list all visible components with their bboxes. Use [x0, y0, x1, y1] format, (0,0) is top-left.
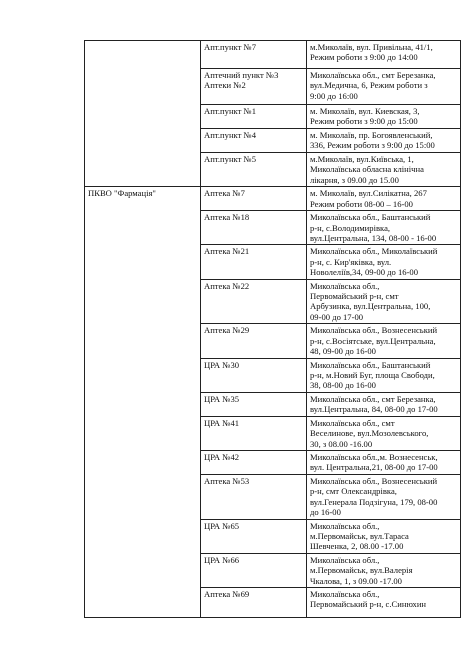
address-cell: Миколаївська обл., м.Первомайськ, вул.Тараса Шевченка, 2, 08.00 -17.00: [307, 519, 461, 553]
address-cell: Миколаївська обл., смт Березанка, вул.Медична, 6, Режим роботи з 9:00 до 16:00: [307, 69, 461, 105]
address-cell: Миколаївська обл., смт Веселинове, вул.Мозолевського, 30, з 08.00 -16.00: [307, 416, 461, 450]
unit-cell: Аптека №69: [201, 588, 307, 618]
address-cell: м. Миколаїв, вул.Силікатна, 267 Режим роботи 08-00 – 16-00: [307, 187, 461, 211]
org-cell: ПКВО "Фармація": [85, 187, 201, 618]
address-cell: Миколаївська обл., Миколаївський р-н, с. Кир'яківка, вул. Новолеліїв,34, 09-00 до 16-00: [307, 245, 461, 279]
address-cell: Миколаївська обл., Баштанський р-н, м.Новий Буг, площа Свободи, 38, 08-00 до 16-00: [307, 358, 461, 392]
unit-cell: Апт.пункт №5: [201, 153, 307, 187]
unit-cell: ЦРА №65: [201, 519, 307, 553]
unit-cell: Аптека №53: [201, 474, 307, 519]
unit-cell: Аптека №18: [201, 211, 307, 245]
table-row: [85, 41, 461, 69]
unit-cell: ЦРА №41: [201, 416, 307, 450]
address-cell: Миколаївська обл., Вознесенський р-н, с.Восіятське, вул.Центральна, 48, 09-00 до 16-00: [307, 324, 461, 358]
unit-cell: ЦРА №42: [201, 450, 307, 474]
address-cell: м. Миколаїв, вул. Киевская, 3, Режим роботи з 9:00 до 15:00: [307, 105, 461, 129]
address-cell: м.Миколаїв, вул. Привільна, 41/1, Режим роботи з 9:00 до 14:00: [307, 41, 461, 69]
unit-cell: Аптека №7: [201, 187, 307, 211]
table-row: [85, 187, 461, 211]
pharmacy-table: [84, 40, 461, 618]
unit-cell: Аптека №21: [201, 245, 307, 279]
unit-cell: ЦРА №66: [201, 553, 307, 587]
unit-cell: Апт.пункт №1: [201, 105, 307, 129]
org-cell: [85, 41, 201, 187]
unit-cell: Аптека №29: [201, 324, 307, 358]
address-cell: Миколаївська обл., м.Первомайськ, вул.Валерія Чкалова, 1, з 09.00 -17.00: [307, 553, 461, 587]
unit-cell: Апт.пункт №4: [201, 129, 307, 153]
address-cell: Миколаївська обл., Баштанський р-н, с.Володимирівка, вул.Центральна, 134, 08-00 - 16-00: [307, 211, 461, 245]
address-cell: м.Миколаїв, вул.Київська, 1, Миколаївська обласна клінічна лікарня, з 09.00 до 15.00: [307, 153, 461, 187]
address-cell: м. Миколаїв, пр. Богоявленський, 336, Режим роботи з 9:00 до 15:00: [307, 129, 461, 153]
address-cell: Миколаївська обл., Вознесенський р-н, смт Олександрівка, вул.Генерала Подзігуна, 179, 08-00 до 16-00: [307, 474, 461, 519]
unit-cell: Аптечний пункт №3 Аптеки №2: [201, 69, 307, 105]
address-cell: Миколаївська обл., Первомайський р-н, с.Синюхин: [307, 588, 461, 618]
unit-cell: ЦРА №30: [201, 358, 307, 392]
address-cell: Миколаївська обл., Первомайський р-н, смт Арбузинка, вул.Центральна, 100, 09-00 до 17-00: [307, 279, 461, 324]
unit-cell: Апт.пункт №7: [201, 41, 307, 69]
address-cell: Миколаївська обл.,м. Вознесенськ, вул. Центральна,21, 08-00 до 17-00: [307, 450, 461, 474]
unit-cell: Аптека №22: [201, 279, 307, 324]
unit-cell: ЦРА №35: [201, 392, 307, 416]
address-cell: Миколаївська обл., смт Березанка, вул.Центральна, 84, 08-00 до 17-00: [307, 392, 461, 416]
